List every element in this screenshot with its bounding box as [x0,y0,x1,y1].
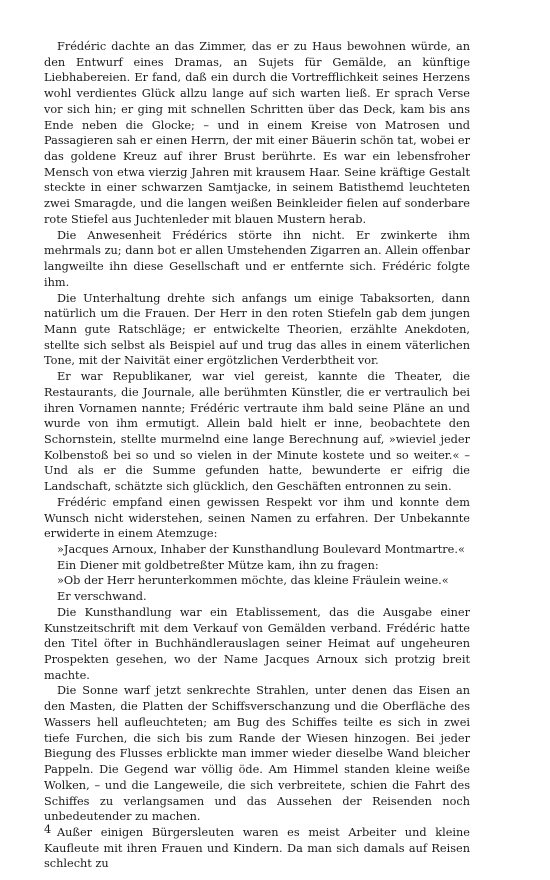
paragraph: Die Kunsthandlung war ein Etablissement, das die Ausgabe einer Kunstzeitschrift mit dem Verkauf von Gemälden verband. Frédéric hatte den Titel öfter in Buchhändlerauslagen seiner Heimat auf ungeheuren Prospekten gesehen, wo der Name Jacques Arnoux sich protzig breit machte. [44,605,470,682]
paragraph: »Jacques Arnoux, Inhaber der Kunsthandlung Boulevard Montmartre.« [57,543,465,556]
paragraph: Er verschwand. [57,590,147,604]
paragraph: Die Anwesenheit Frédérics störte ihn nicht. Er zwinkerte ihm mehrmals zu; dann bot er allen Umstehenden Zigarren an. Allein offenbar langweilte ihn diese Gesellschaft und er entfernte sich. Frédéric folgte ihm. [44,228,470,289]
paragraph: Frédéric empfand einen gewissen Respekt vor ihm und konnte dem Wunsch nicht widerstehen, seinen Namen zu erfahren. Der Unbekannte erwiderte in einem Atemzuge: [44,495,470,541]
paragraph: Außer einigen Bürgersleuten waren es meist Arbeiter und kleine Kaufleute mit ihren Frauen und Kindern. Da man sich damals auf Reisen schlecht zu [44,825,470,871]
paragraph: Ein Diener mit goldbetreßter Mütze kam, ihn zu fragen: [57,558,379,572]
paragraph: Er war Republikaner, war viel gereist, kannte die Theater, die Restaurants, die Journale, alle berühmten Künstler, die er vertraulich bei ihren Vornamen nannte; Frédéric vertraute ihm bald seine Pläne an und wurde von ihm ermutigt. Allein bald hielt er inne, beobachtete den Schornstein, stellte murmelnd eine lange Berechnung auf, »wieviel jeder Kolbenstoß bei so und so vielen in der Minute kostete und so weiter.« – Und als er die Summe gefunden hatte, bewunderte er eifrig die Landschaft, schätzte sich glücklich, den Geschäften entronnen zu sein. [44,370,470,494]
paragraph: Die Sonne warf jetzt senkrechte Strahlen, unter denen das Eisen an den Masten, die Platten der Schiffsverschanzung und die Oberfläche des Wassers hell aufleuchteten; am Bug des Schiffes teilte es sich in zwei tiefe Furchen, die sich bis zum Rande der Wiesen hinzogen. Bei jeder Biegung des Flusses erblickte man immer wieder dieselbe Wand bleicher Pappeln. Die Gegend war völlig öde. Am Himmel standen kleine weiße Wolken, – und die Langeweile, die sich verbreitete, schien die Fahrt des Schiffes zu verlangsamen und das Aussehen der Reisenden noch unbedeutender zu machen. [44,684,470,824]
page-number: 4 [44,823,52,836]
paragraph: Frédéric dachte an das Zimmer, das er zu Haus bewohnen würde, an den Entwurf eines Dramas, an Sujets für Gemälde, an künftige Liebhabereien. Er fand, daß ein durch die Vortrefflichkeit seines Herzens wohl verdientes Glück allzu lange auf sich warten ließ. Er sprach Verse vor sich hin; er ging mit schnellen Schritten über das Deck, kam bis ans Ende neben die Glocke; – und in einem Kreise von Matrosen und Passagieren sah er einen Herrn, der mit einer Bäuerin schön tat, wobei er das goldene Kreuz auf ihrer Brust berührte. Es war ein lebensfroher Mensch von etwa vierzig Jahren mit krausem Haar. Seine kräftige Gestalt steckte in einer schwarzen Samtjacke, in seinem Batisthemd leuchteten zwei Smaragde, und die langen weißen Beinkleider fielen auf sonderbare rote Stiefel aus Juchtenleder mit blauen Mustern herab. [44,40,470,226]
paragraph: »Ob der Herr herunterkommen möchte, das kleine Fräulein weine.« [57,574,449,588]
body-text [44,39,470,872]
paragraph: Die Unterhaltung drehte sich anfangs um einige Tabaksorten, dann natürlich um die Frauen. Der Herr in den roten Stiefeln gab dem jungen Mann gute Ratschläge; er entwickelte Theorien, erzählte Anekdoten, stellte sich selbst als Beispiel auf und trug das alles in einem väterlichen Tone, mit der Naivität einer ergötzlichen Verderbtheit vor. [44,291,470,368]
